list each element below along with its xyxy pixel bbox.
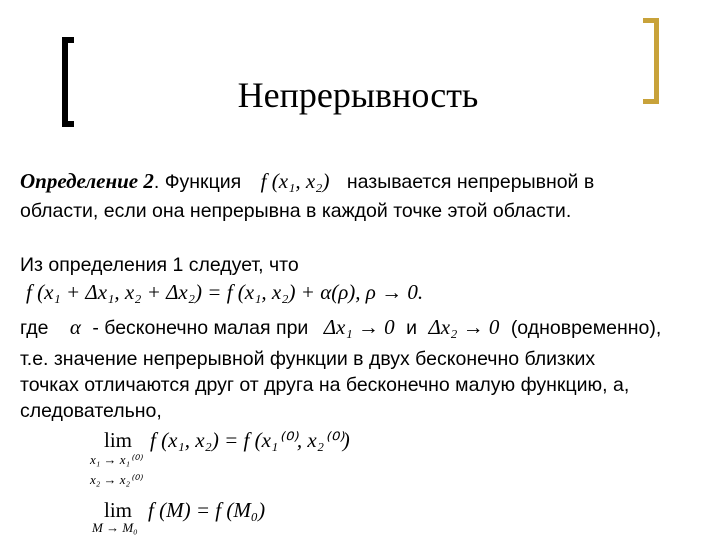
line-points: точках отличаются друг от друга на бесконечно малую функцию, а, bbox=[20, 374, 630, 396]
increment-formula: f (x₁ + Δx₁, x₂ + Δx₂) = f (x₁, x₂) + α(ρ), ρ → 0. bbox=[26, 280, 424, 304]
limit-1-condition-1: x₁ → x₁⁽⁰⁾ bbox=[90, 452, 142, 467]
delta-x1-condition: Δx₁ → 0 bbox=[323, 315, 395, 339]
where-and: и bbox=[406, 317, 418, 339]
where-line bbox=[20, 314, 661, 341]
limit-2-condition: M → M₀ bbox=[92, 520, 138, 535]
limit-1-condition-2: x₂ → x₂⁽⁰⁾ bbox=[90, 472, 142, 487]
definition-line-2: области, если она непрерывна в каждой точке этой области. bbox=[20, 200, 572, 222]
line-consequently: следовательно, bbox=[20, 400, 162, 422]
limit-2-operator: lim bbox=[104, 498, 133, 522]
alpha-symbol: α bbox=[69, 315, 81, 339]
definition-rest: называется непрерывной в bbox=[346, 171, 595, 193]
line-ie: т.е. значение непрерывной функции в двух бесконечно близких bbox=[20, 348, 596, 370]
limit-1-expression: f (x₁, x₂) = f (x₁⁽⁰⁾, x₂⁽⁰⁾) bbox=[150, 428, 350, 452]
definition-after-label: . Функция bbox=[153, 171, 242, 193]
where-suffix: (одновременно), bbox=[510, 317, 662, 339]
definition-function: f (x₁, x₂) bbox=[260, 169, 330, 193]
where-middle: - бесконечно малая при bbox=[92, 317, 309, 339]
follow-line: Из определения 1 следует, что bbox=[20, 254, 299, 276]
limit-2-expression: f (M) = f (M₀) bbox=[148, 498, 266, 522]
where-prefix: где bbox=[20, 317, 49, 339]
definition-label: Определение 2 bbox=[20, 169, 154, 193]
limit-1-operator: lim bbox=[104, 428, 133, 452]
slide-title: Непрерывность bbox=[237, 75, 479, 115]
delta-x2-condition: Δx₂ → 0 bbox=[428, 315, 500, 339]
definition-line-1 bbox=[20, 168, 594, 195]
